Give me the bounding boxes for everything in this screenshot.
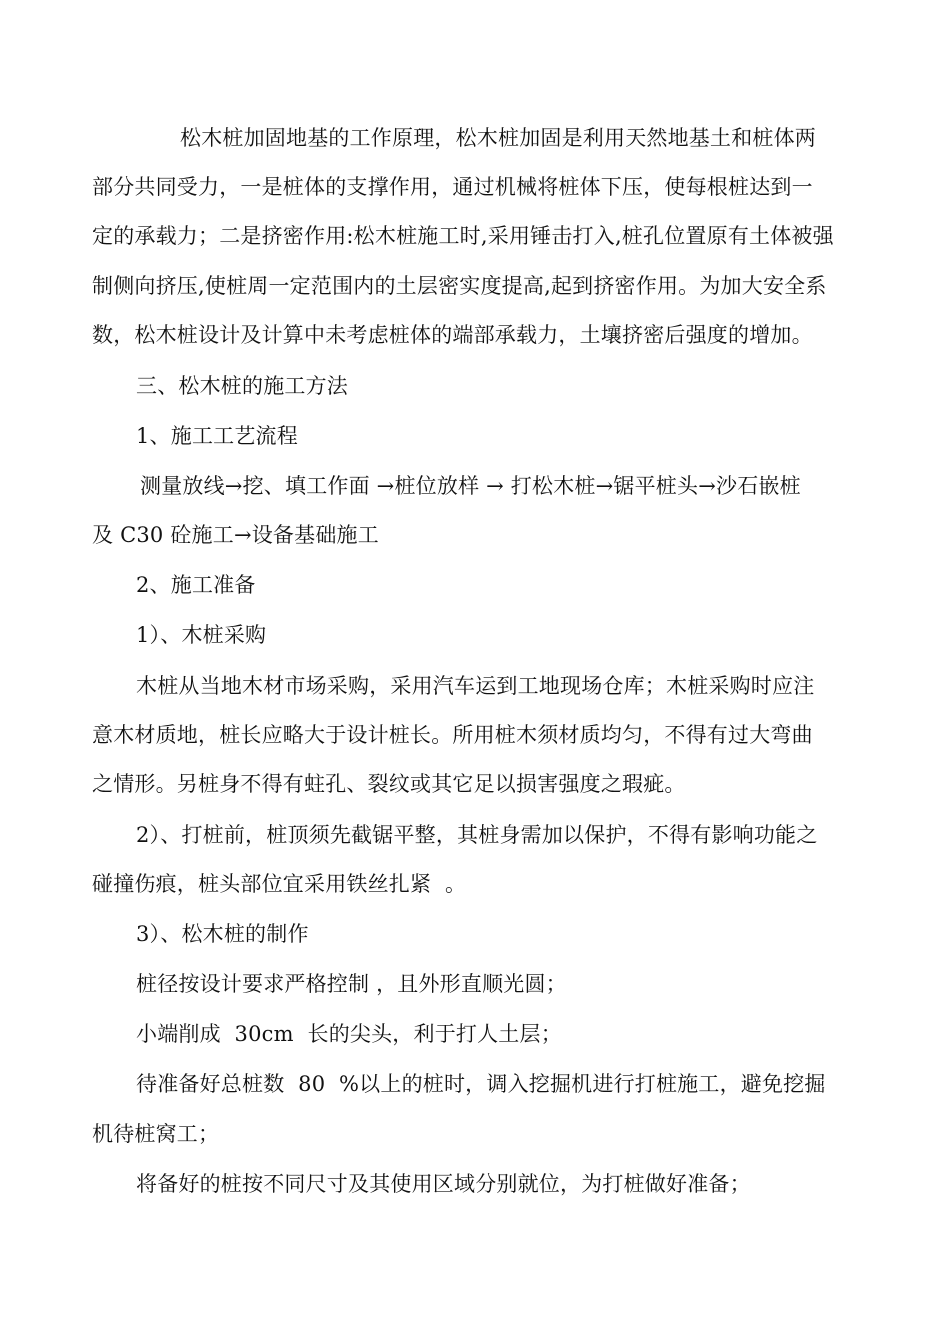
list-item: 小端削成 30cm 长的尖头，利于打人土层；	[136, 1022, 562, 1046]
paragraph-line: 木桩从当地木材市场采购，采用汽车运到工地现场仓库；木桩采购时应注	[136, 674, 815, 698]
paragraph-line: 松木桩加固地基的工作原理，松木桩加固是利用天然地基土和桩体两	[180, 126, 816, 150]
paragraph-line: 制侧向挤压,使桩周一定范围内的土层密实度提高,起到挤密作用。为加大安全系	[92, 274, 827, 298]
paragraph-line: 数，松木桩设计及计算中未考虑桩体的端部承载力，土壤挤密后强度的增加。	[92, 323, 813, 347]
section-heading: 三、松木桩的施工方法	[136, 374, 348, 398]
list-item: 待准备好总桩数 80 %以上的桩时，调入挖掘机进行打桩施工，避免挖掘	[136, 1072, 826, 1096]
subsection-heading: 2、施工准备	[136, 573, 256, 597]
list-item: 机待桩窝工；	[92, 1122, 220, 1146]
paragraph-line: 部分共同受力，一是桩体的支撑作用，通过机械将桩体下压，使每根桩达到一	[92, 175, 813, 199]
paragraph-line: 碰撞伤痕，桩头部位宜采用铁丝扎紧 。	[92, 872, 467, 896]
paragraph-line: 之情形。另桩身不得有蛀孔、裂纹或其它足以损害强度之瑕疵。	[92, 772, 686, 796]
process-flow-line: 测量放线→挖、填工作面 →桩位放样 → 打松木桩→锯平桩头→沙石嵌桩	[140, 474, 801, 498]
paragraph-line: 意木材质地，桩长应略大于设计桩长。所用桩木须材质均匀，不得有过大弯曲	[92, 723, 813, 747]
subsection-heading: 1）、木桩采购	[136, 623, 267, 647]
process-flow-line: 及 C30 砼施工→设备基础施工	[92, 523, 379, 547]
paragraph-line: 2）、打桩前，桩顶须先截锯平整，其桩身需加以保护，不得有影响功能之	[136, 823, 818, 847]
list-item: 桩径按设计要求严格控制 ，且外形直顺光圆；	[136, 972, 567, 996]
paragraph-line: 定的承载力；二是挤密作用:松木桩施工时,采用锤击打入,桩孔位置原有土体被强	[92, 224, 834, 248]
subsection-heading: 3）、松木桩的制作	[136, 922, 309, 946]
list-item: 将备好的桩按不同尺寸及其使用区域分别就位，为打桩做好准备；	[136, 1172, 751, 1196]
subsection-heading: 1、施工工艺流程	[136, 424, 298, 448]
